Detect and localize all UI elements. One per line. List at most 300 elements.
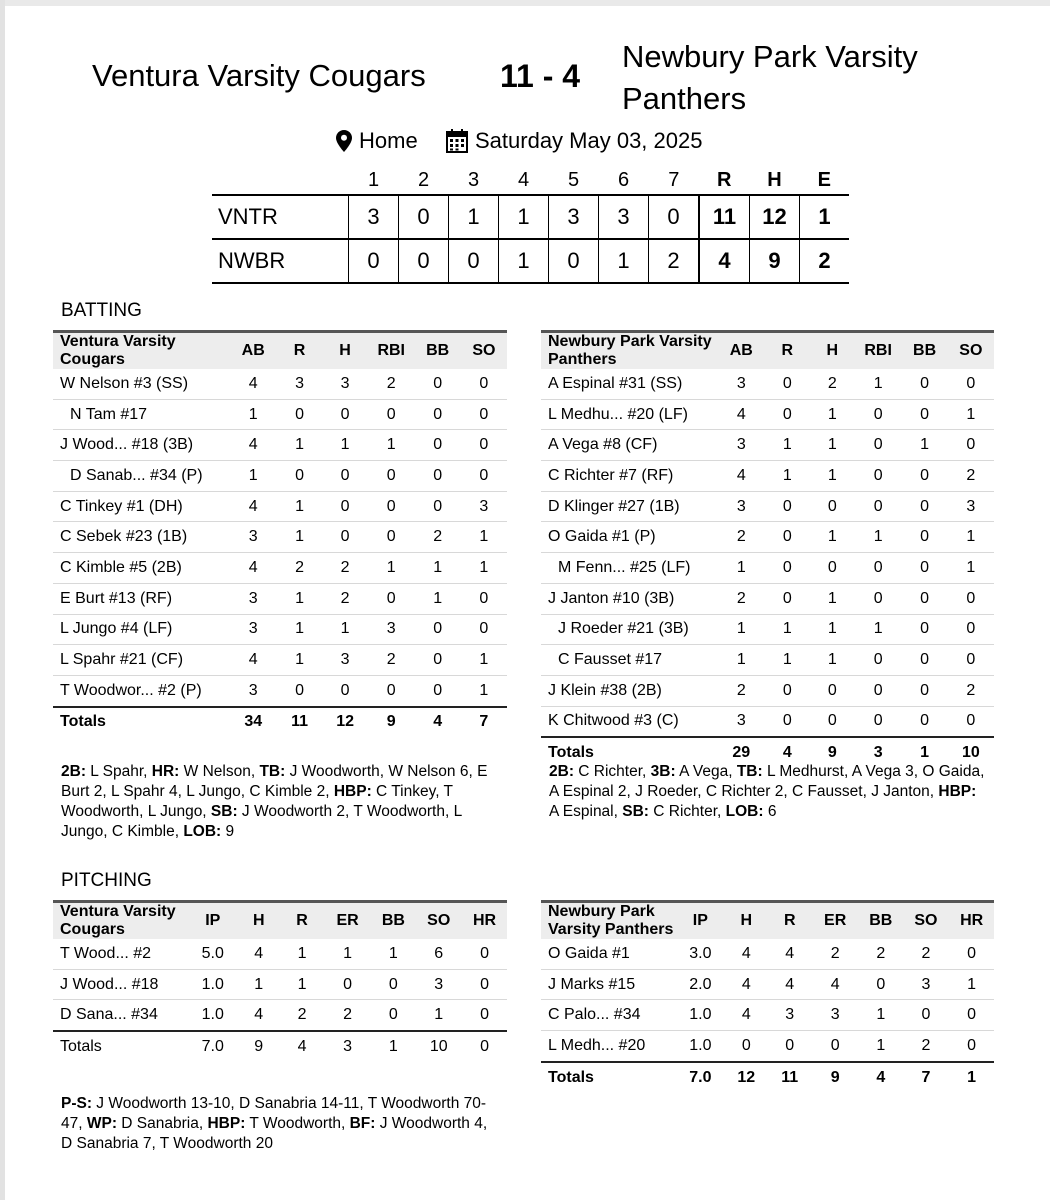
stat-cell: 0 bbox=[855, 491, 902, 522]
map-pin-icon bbox=[336, 130, 352, 152]
stat-column-header: RBI bbox=[855, 332, 902, 370]
stat-cell: 1 bbox=[810, 645, 855, 676]
total-h: 9 bbox=[750, 239, 800, 283]
stat-cell: 2 bbox=[368, 645, 415, 676]
team-column-header: Newbury Park Varsity Panthers bbox=[541, 902, 676, 940]
team-abbr: VNTR bbox=[212, 195, 349, 239]
stat-cell: 1 bbox=[322, 614, 368, 645]
inning-runs: 3 bbox=[599, 195, 649, 239]
stat-cell: 2 bbox=[324, 1000, 372, 1031]
stat-cell: 1 bbox=[948, 399, 994, 430]
stat-cell: 0 bbox=[415, 369, 461, 399]
stat-cell: 0 bbox=[765, 675, 810, 706]
stat-cell: 0 bbox=[368, 522, 415, 553]
stat-column-header: AB bbox=[230, 332, 277, 370]
stat-cell: 1 bbox=[718, 645, 765, 676]
inning-runs: 3 bbox=[549, 195, 599, 239]
team-abbr: NWBR bbox=[212, 239, 349, 283]
player-name: J Wood... #18 (3B) bbox=[53, 430, 230, 461]
stat-cell: 0 bbox=[948, 706, 994, 737]
total-cell: 10 bbox=[948, 737, 994, 768]
stat-cell: 1.0 bbox=[188, 969, 237, 1000]
stat-cell: 0 bbox=[859, 969, 903, 1000]
stat-cell: 4 bbox=[237, 939, 280, 969]
table-header-row bbox=[53, 902, 507, 940]
stat-cell: 1 bbox=[765, 645, 810, 676]
stat-cell: 0 bbox=[725, 1031, 768, 1062]
total-cell: 4 bbox=[859, 1062, 903, 1093]
stat-cell: 2 bbox=[718, 675, 765, 706]
stat-cell: 4 bbox=[230, 430, 277, 461]
player-name: J Wood... #18 bbox=[53, 969, 188, 1000]
stat-cell: 1.0 bbox=[188, 1000, 237, 1031]
stat-cell: 0 bbox=[415, 645, 461, 676]
stat-cell: 1 bbox=[368, 430, 415, 461]
stat-cell: 1 bbox=[765, 461, 810, 492]
line-score-table bbox=[212, 166, 849, 284]
stat-cell: 4 bbox=[230, 553, 277, 584]
stat-cell: 0 bbox=[903, 1000, 950, 1031]
stat-cell: 0 bbox=[415, 430, 461, 461]
stat-cell: 0 bbox=[855, 645, 902, 676]
stat-cell: 1 bbox=[810, 614, 855, 645]
stat-column-header: BB bbox=[415, 332, 461, 370]
stat-cell: 0 bbox=[277, 675, 323, 706]
total-cell: 9 bbox=[810, 737, 855, 768]
stat-cell: 1 bbox=[718, 553, 765, 584]
stat-cell: 4 bbox=[230, 369, 277, 399]
pitching-section-title: PITCHING bbox=[61, 870, 152, 891]
stat-cell: 0 bbox=[765, 583, 810, 614]
player-row bbox=[541, 1031, 994, 1062]
stat-cell: 0 bbox=[461, 430, 507, 461]
stat-cell: 1 bbox=[765, 614, 810, 645]
inning-runs: 0 bbox=[449, 239, 499, 283]
player-row bbox=[541, 614, 994, 645]
player-name: K Chitwood #3 (C) bbox=[541, 706, 718, 737]
stat-cell: 0 bbox=[324, 969, 372, 1000]
note-value: 9 bbox=[221, 823, 235, 840]
stat-cell: 2 bbox=[859, 939, 903, 969]
stat-cell: 2 bbox=[948, 675, 994, 706]
stat-cell: 3 bbox=[322, 369, 368, 399]
stat-cell: 0 bbox=[765, 522, 810, 553]
stat-cell: 0 bbox=[949, 1031, 994, 1062]
player-name: J Marks #15 bbox=[541, 969, 676, 1000]
stat-cell: 0 bbox=[765, 491, 810, 522]
stat-cell: 1 bbox=[902, 430, 948, 461]
stat-cell: 1 bbox=[280, 969, 323, 1000]
stat-cell: 3 bbox=[718, 706, 765, 737]
note-value: L Medhurst, A Vega 3, O Gaida, A Espinal 2, J Roeder, C Richter 2, C Fausset, J Janton, bbox=[549, 763, 985, 800]
note-key: WP: bbox=[86, 1115, 117, 1132]
note-key: HBP: bbox=[938, 783, 977, 800]
batting-section-title: BATTING bbox=[61, 300, 142, 321]
stat-cell: 0 bbox=[902, 399, 948, 430]
stat-column-header: R bbox=[765, 332, 810, 370]
stat-cell: 0 bbox=[902, 675, 948, 706]
total-cell: 9 bbox=[811, 1062, 858, 1093]
player-row bbox=[53, 461, 507, 492]
stat-cell: 5.0 bbox=[188, 939, 237, 969]
inning-header: 1 bbox=[367, 168, 380, 191]
player-row bbox=[53, 614, 507, 645]
player-name: M Fenn... #25 (LF) bbox=[541, 553, 718, 584]
stat-cell: 0 bbox=[368, 491, 415, 522]
total-cell: 7 bbox=[461, 707, 507, 738]
stat-cell: 1 bbox=[368, 553, 415, 584]
total-cell: 4 bbox=[765, 737, 810, 768]
line-score-header bbox=[212, 166, 849, 195]
player-name: C Tinkey #1 (DH) bbox=[53, 491, 230, 522]
stat-cell: 0 bbox=[902, 522, 948, 553]
team-column-header: Ventura Varsity Cougars bbox=[53, 332, 230, 370]
stat-cell: 0 bbox=[277, 399, 323, 430]
total-cell: 7.0 bbox=[188, 1031, 237, 1062]
note-value: J Woodworth 13-10, D Sanabria 14-11, T Woodworth 70-47, bbox=[61, 1095, 487, 1132]
stat-cell: 1 bbox=[277, 645, 323, 676]
stat-column-header: R bbox=[280, 902, 323, 940]
stat-cell: 0 bbox=[949, 1000, 994, 1031]
inning-header: 3 bbox=[467, 168, 480, 191]
stat-cell: 0 bbox=[462, 1000, 507, 1031]
totals-row bbox=[541, 1062, 994, 1093]
stat-cell: 0 bbox=[462, 939, 507, 969]
player-row bbox=[541, 553, 994, 584]
rhe-header: R bbox=[717, 168, 732, 191]
inning-runs: 1 bbox=[599, 239, 649, 283]
inning-runs: 0 bbox=[349, 239, 399, 283]
stat-cell: 1 bbox=[461, 645, 507, 676]
note-key: SB: bbox=[210, 803, 238, 820]
table-header-row bbox=[541, 902, 994, 940]
stat-cell: 1 bbox=[415, 1000, 462, 1031]
stat-cell: 1 bbox=[415, 583, 461, 614]
inning-runs: 0 bbox=[649, 195, 700, 239]
total-cell: 9 bbox=[368, 707, 415, 738]
stat-cell: 0 bbox=[322, 491, 368, 522]
note-key: LOB: bbox=[725, 803, 764, 820]
stat-cell: 4 bbox=[811, 969, 858, 1000]
stat-cell: 3 bbox=[230, 675, 277, 706]
total-cell: 1 bbox=[949, 1062, 994, 1093]
note-key: HBP: bbox=[207, 1115, 246, 1132]
stat-cell: 3 bbox=[368, 614, 415, 645]
stat-cell: 3 bbox=[768, 1000, 811, 1031]
stat-column-header: HR bbox=[949, 902, 994, 940]
note-value: A Espinal, bbox=[549, 803, 623, 820]
stat-cell: 0 bbox=[415, 399, 461, 430]
stat-cell: 3 bbox=[415, 969, 462, 1000]
player-name: C Sebek #23 (1B) bbox=[53, 522, 230, 553]
stat-column-header: SO bbox=[415, 902, 462, 940]
total-cell: 10 bbox=[415, 1031, 462, 1062]
player-row bbox=[541, 645, 994, 676]
inning-runs: 0 bbox=[399, 239, 449, 283]
stat-cell: 1 bbox=[948, 553, 994, 584]
player-name: C Palo... #34 bbox=[541, 1000, 676, 1031]
stat-column-header: H bbox=[725, 902, 768, 940]
player-name: A Vega #8 (CF) bbox=[541, 430, 718, 461]
inning-header: 4 bbox=[517, 168, 530, 191]
inning-header: 2 bbox=[417, 168, 430, 191]
player-name: C Fausset #17 bbox=[541, 645, 718, 676]
game-date: Saturday May 03, 2025 bbox=[475, 128, 703, 153]
total-r: 11 bbox=[699, 195, 750, 239]
stat-cell: 2 bbox=[415, 522, 461, 553]
total-cell: 0 bbox=[462, 1031, 507, 1062]
stat-cell: 0 bbox=[948, 645, 994, 676]
inning-runs: 1 bbox=[499, 239, 549, 283]
stat-cell: 1 bbox=[461, 553, 507, 584]
note-key: BF: bbox=[349, 1115, 376, 1132]
stat-cell: 1 bbox=[859, 1000, 903, 1031]
stat-cell: 0 bbox=[948, 614, 994, 645]
stat-cell: 1 bbox=[855, 369, 902, 399]
stat-cell: 0 bbox=[322, 522, 368, 553]
stat-cell: 1 bbox=[277, 522, 323, 553]
total-cell: 29 bbox=[718, 737, 765, 768]
stat-cell: 0 bbox=[902, 583, 948, 614]
note-value: C Tinkey, T Woodworth, L Jungo, bbox=[61, 783, 453, 820]
stat-cell: 0 bbox=[461, 399, 507, 430]
stat-cell: 1 bbox=[230, 461, 277, 492]
pitching-notes-home bbox=[61, 1094, 491, 1154]
stat-cell: 0 bbox=[949, 939, 994, 969]
batting-table-home bbox=[53, 330, 507, 737]
player-name: J Klein #38 (2B) bbox=[541, 675, 718, 706]
total-cell: 12 bbox=[322, 707, 368, 738]
stat-cell: 0 bbox=[768, 1031, 811, 1062]
total-cell: 1 bbox=[371, 1031, 415, 1062]
player-name: L Medhu... #20 (LF) bbox=[541, 399, 718, 430]
pitching-table-home bbox=[53, 900, 507, 1062]
stat-cell: 3 bbox=[718, 369, 765, 399]
player-row bbox=[541, 461, 994, 492]
total-cell: 9 bbox=[237, 1031, 280, 1062]
stat-cell: 0 bbox=[810, 675, 855, 706]
batting-notes-home bbox=[61, 762, 491, 842]
stat-cell: 2 bbox=[322, 583, 368, 614]
stat-cell: 0 bbox=[855, 675, 902, 706]
stat-cell: 2 bbox=[811, 939, 858, 969]
stat-cell: 1.0 bbox=[676, 1000, 724, 1031]
stat-cell: 3 bbox=[230, 522, 277, 553]
left-edge bbox=[0, 0, 5, 1200]
stat-cell: 0 bbox=[371, 1000, 415, 1031]
rhe-header: H bbox=[767, 168, 782, 191]
player-name: D Klinger #27 (1B) bbox=[541, 491, 718, 522]
stat-cell: 1 bbox=[280, 939, 323, 969]
batting-notes-away bbox=[549, 762, 989, 822]
note-value: J Woodworth 2, T Woodworth, L Jungo, C Kimble, bbox=[61, 803, 462, 840]
stat-cell: 4 bbox=[725, 1000, 768, 1031]
stat-cell: 4 bbox=[718, 399, 765, 430]
stat-cell: 4 bbox=[718, 461, 765, 492]
note-key: 3B: bbox=[650, 763, 676, 780]
stat-cell: 1 bbox=[371, 939, 415, 969]
stat-cell: 0 bbox=[322, 399, 368, 430]
stat-cell: 0 bbox=[415, 491, 461, 522]
total-cell: 12 bbox=[725, 1062, 768, 1093]
home-team-name: Ventura Varsity Cougars bbox=[92, 58, 426, 93]
stat-column-header: ER bbox=[324, 902, 372, 940]
stat-cell: 0 bbox=[765, 706, 810, 737]
totals-row bbox=[53, 707, 507, 738]
stat-column-header: IP bbox=[676, 902, 724, 940]
total-e: 1 bbox=[800, 195, 850, 239]
player-name: D Sanab... #34 (P) bbox=[53, 461, 230, 492]
stat-cell: 4 bbox=[768, 969, 811, 1000]
player-row bbox=[53, 939, 507, 969]
total-cell: 3 bbox=[855, 737, 902, 768]
total-h: 12 bbox=[750, 195, 800, 239]
player-name: T Wood... #2 bbox=[53, 939, 188, 969]
note-value: C Richter, bbox=[573, 763, 651, 780]
stat-column-header: H bbox=[237, 902, 280, 940]
stat-cell: 2 bbox=[810, 369, 855, 399]
player-row bbox=[53, 675, 507, 706]
stat-cell: 0 bbox=[948, 369, 994, 399]
stat-cell: 1 bbox=[810, 430, 855, 461]
stat-cell: 0 bbox=[371, 969, 415, 1000]
stat-cell: 0 bbox=[415, 614, 461, 645]
calendar-icon bbox=[446, 129, 468, 153]
inning-header: 7 bbox=[668, 168, 680, 191]
stat-column-header: RBI bbox=[368, 332, 415, 370]
player-row bbox=[53, 522, 507, 553]
note-key: HBP: bbox=[333, 783, 372, 800]
totals-label: Totals bbox=[541, 737, 718, 768]
stat-cell: 3 bbox=[322, 645, 368, 676]
player-name: C Kimble #5 (2B) bbox=[53, 553, 230, 584]
stat-cell: 3 bbox=[230, 614, 277, 645]
stat-cell: 1 bbox=[324, 939, 372, 969]
stat-cell: 0 bbox=[461, 614, 507, 645]
stat-cell: 1 bbox=[810, 583, 855, 614]
inning-runs: 1 bbox=[499, 195, 549, 239]
total-cell: 7 bbox=[903, 1062, 950, 1093]
stat-cell: 0 bbox=[461, 583, 507, 614]
stat-cell: 0 bbox=[810, 491, 855, 522]
stat-cell: 1 bbox=[859, 1031, 903, 1062]
note-key: 2B: bbox=[549, 763, 574, 780]
player-row bbox=[53, 369, 507, 399]
note-key: TB: bbox=[259, 763, 286, 780]
player-row bbox=[53, 491, 507, 522]
stat-cell: 3 bbox=[718, 491, 765, 522]
player-row bbox=[541, 1000, 994, 1031]
player-row bbox=[541, 706, 994, 737]
stat-cell: 1 bbox=[277, 430, 323, 461]
stat-cell: 0 bbox=[415, 461, 461, 492]
stat-cell: 0 bbox=[368, 583, 415, 614]
stat-cell: 1 bbox=[461, 522, 507, 553]
note-key: 2B: bbox=[61, 763, 86, 780]
stat-cell: 0 bbox=[855, 461, 902, 492]
player-row bbox=[541, 522, 994, 553]
stat-column-header: SO bbox=[461, 332, 507, 370]
inning-runs: 0 bbox=[399, 195, 449, 239]
stat-cell: 2 bbox=[277, 553, 323, 584]
stat-column-header: H bbox=[810, 332, 855, 370]
away-team-name: Newbury Park Varsity Panthers bbox=[622, 39, 918, 116]
player-row bbox=[53, 645, 507, 676]
stat-cell: 1 bbox=[277, 614, 323, 645]
note-key: LOB: bbox=[183, 823, 222, 840]
stat-cell: 1 bbox=[810, 399, 855, 430]
stat-cell: 1 bbox=[765, 430, 810, 461]
final-score: 11 - 4 bbox=[500, 58, 581, 94]
stat-cell: 1 bbox=[322, 430, 368, 461]
total-r: 4 bbox=[699, 239, 750, 283]
top-edge bbox=[0, 0, 1050, 6]
player-row bbox=[53, 583, 507, 614]
note-value: J Woodworth 4, D Sanabria 7, T Woodworth 20 bbox=[61, 1115, 488, 1152]
note-key: TB: bbox=[736, 763, 763, 780]
stat-cell: 1 bbox=[277, 583, 323, 614]
stat-cell: 0 bbox=[810, 553, 855, 584]
stat-cell: 0 bbox=[948, 583, 994, 614]
inning-runs: 0 bbox=[549, 239, 599, 283]
stat-cell: 0 bbox=[902, 706, 948, 737]
stat-cell: 0 bbox=[902, 645, 948, 676]
note-value: C Richter, bbox=[648, 803, 726, 820]
note-value: 6 bbox=[763, 803, 777, 820]
batting-table-away bbox=[541, 330, 994, 768]
player-name: N Tam #17 bbox=[53, 399, 230, 430]
stat-column-header: R bbox=[277, 332, 323, 370]
stat-cell: 1 bbox=[461, 675, 507, 706]
line-score-row bbox=[212, 239, 849, 283]
player-name: L Jungo #4 (LF) bbox=[53, 614, 230, 645]
stat-column-header: AB bbox=[718, 332, 765, 370]
stat-column-header: R bbox=[768, 902, 811, 940]
inning-header: 6 bbox=[617, 168, 630, 191]
stat-column-header: H bbox=[322, 332, 368, 370]
note-key: P-S: bbox=[61, 1095, 92, 1112]
player-row bbox=[541, 430, 994, 461]
team-column-header: Ventura Varsity Cougars bbox=[53, 902, 188, 940]
team-column-header: Newbury Park Varsity Panthers bbox=[541, 332, 718, 370]
stat-cell: 1 bbox=[718, 614, 765, 645]
stat-column-header: BB bbox=[859, 902, 903, 940]
player-row bbox=[53, 1000, 507, 1031]
player-name: J Roeder #21 (3B) bbox=[541, 614, 718, 645]
stat-cell: 0 bbox=[461, 369, 507, 399]
player-name: L Spahr #21 (CF) bbox=[53, 645, 230, 676]
stat-cell: 0 bbox=[368, 675, 415, 706]
stat-cell: 0 bbox=[948, 430, 994, 461]
stat-cell: 1 bbox=[810, 461, 855, 492]
stat-cell: 0 bbox=[855, 399, 902, 430]
stat-cell: 2 bbox=[948, 461, 994, 492]
stat-cell: 2 bbox=[718, 522, 765, 553]
total-e: 2 bbox=[800, 239, 850, 283]
total-cell: 4 bbox=[415, 707, 461, 738]
player-name: J Janton #10 (3B) bbox=[541, 583, 718, 614]
stat-cell: 1 bbox=[855, 522, 902, 553]
date-info bbox=[446, 126, 702, 156]
stat-column-header: SO bbox=[948, 332, 994, 370]
stat-cell: 2 bbox=[718, 583, 765, 614]
stat-column-header: HR bbox=[462, 902, 507, 940]
inning-header: 5 bbox=[567, 168, 580, 191]
stat-cell: 0 bbox=[368, 461, 415, 492]
location-label: Home bbox=[359, 128, 418, 153]
player-name: T Woodwor... #2 (P) bbox=[53, 675, 230, 706]
total-cell: 1 bbox=[902, 737, 948, 768]
